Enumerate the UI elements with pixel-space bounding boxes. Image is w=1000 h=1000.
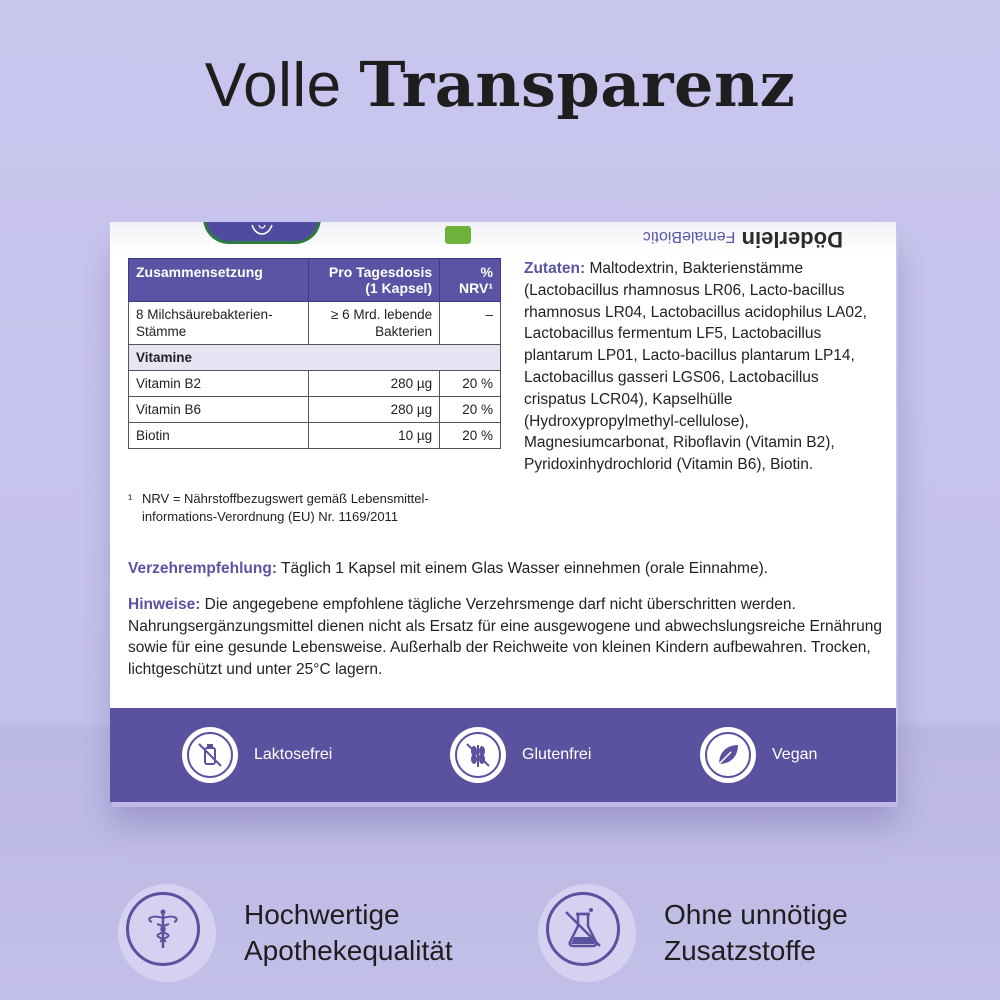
table-header-row: [129, 259, 501, 302]
cell-dose: ≥ 6 Mrd. lebende Bakterien: [308, 302, 440, 345]
feature-line1: Ohne unnötige: [664, 899, 848, 930]
footnote-line2: informations-Verordnung (EU) Nr. 1169/2011: [142, 509, 399, 524]
feature-line2: Zusatzstoffe: [664, 935, 817, 966]
cell-nrv: 20 %: [440, 371, 501, 397]
cell-nrv: 20 %: [440, 423, 501, 449]
cell-name: 8 Milchsäurebakterien- Stämme: [129, 302, 309, 345]
table-row: [129, 302, 501, 345]
ingredients-body: Maltodextrin, Bakterienstämme (Lactobacillus rhamnosus LR06, Lacto-bacillus rhamnosus LR04, Lactobacillus acidophilus LA02, Lactobacillus fermentum LF5, Lactobacillus plantarum LP01, Lacto-bacillus plantarum LP14, Lactobacillus gasseri LGS06, Lactobacillus crispatus LCR04), Kapselhülle (Hydroxypropylmethyl-cellulose), Magnesiumcarbonat, Riboflavin (Vitamin B2), Pyridoxinhydrochlorid (Vitamin B6), Biotin.: [524, 260, 867, 474]
notes: [128, 594, 888, 680]
table-section-row: [129, 345, 501, 371]
cell-dose: 280 µg: [308, 397, 440, 423]
feature-no-additives: [538, 884, 848, 982]
header-nrv: % NRV¹: [440, 259, 501, 302]
usage-label: Verzehrempfehlung:: [128, 560, 277, 577]
notes-body: Die angegebene empfohlene tägliche Verzehrsmenge darf nicht überschritten werden. Nahrungsergänzungsmittel dienen nicht als Ersatz für eine ausgewogene und abwechslungsreiche Ernährung sowie für eine gesunde Lebensweise. Außerhalb der Reichweite von kleinen Kindern aufbewahren. Trocken, lichtgeschützt und unter 25°C lagern.: [128, 596, 882, 678]
badge-vegan: [700, 725, 817, 785]
cell-dose: 280 µg: [308, 371, 440, 397]
cell-name: Biotin: [129, 423, 309, 449]
table-row: [129, 371, 501, 397]
gluten-free-icon: [462, 739, 494, 771]
female-silhouette-icon: [250, 223, 274, 239]
ingredients-text: [524, 258, 884, 476]
cell-nrv: 20 %: [440, 397, 501, 423]
badge-label: Vegan: [772, 746, 818, 763]
feature-quality: [118, 884, 453, 982]
table-row: [129, 423, 501, 449]
usage-body: Täglich 1 Kapsel mit einem Glas Wasser einnehmen (orale Einnahme).: [277, 560, 769, 577]
cell-nrv: –: [440, 302, 501, 345]
feature-line2: Apothekequalität: [244, 935, 453, 966]
no-additives-flask-icon: [560, 906, 606, 952]
badge-label: Glutenfrei: [522, 746, 592, 763]
badge-band: [110, 708, 896, 802]
box-top-edge: [110, 222, 896, 252]
header-daily-dose: Pro Tagesdosis (1 Kapsel): [308, 259, 440, 302]
header-composition: Zusammensetzung: [129, 259, 309, 302]
badge-gluten-free: [450, 725, 591, 785]
table-row: [129, 397, 501, 423]
product-box-back: [110, 222, 896, 802]
feature-line1: Hochwertige: [244, 899, 400, 930]
badge-lactose-free: [182, 725, 332, 785]
section-vitamins: Vitamine: [129, 345, 501, 371]
brand-name: Döderlein: [741, 227, 843, 252]
brand-sub: FemaleBiotic: [642, 228, 736, 245]
page-title: [0, 48, 1000, 121]
cell-name: Vitamin B2: [129, 371, 309, 397]
nutrition-table: [128, 258, 501, 449]
caduceus-icon: [140, 906, 186, 952]
table-footnote: [128, 490, 508, 526]
usage-recommendation: [128, 558, 888, 579]
brand-name-upside-down: [533, 222, 843, 252]
lactose-free-icon: [194, 739, 226, 771]
title-light: Volle: [204, 51, 342, 120]
badge-label: Laktosefrei: [254, 746, 333, 763]
brand-logo-circle: [203, 222, 321, 244]
cell-name: Vitamin B6: [129, 397, 309, 423]
cell-dose: 10 µg: [308, 423, 440, 449]
brand-leaf-icon: [445, 226, 471, 244]
footnote-mark: ¹: [128, 491, 133, 506]
vegan-leaf-icon: [712, 739, 744, 771]
notes-label: Hinweise:: [128, 596, 201, 613]
title-bold: Transparenz: [359, 48, 796, 121]
footnote-line1: NRV = Nährstoffbezugswert gemäß Lebensmittel-: [142, 491, 429, 506]
ingredients-label: Zutaten:: [524, 260, 586, 277]
